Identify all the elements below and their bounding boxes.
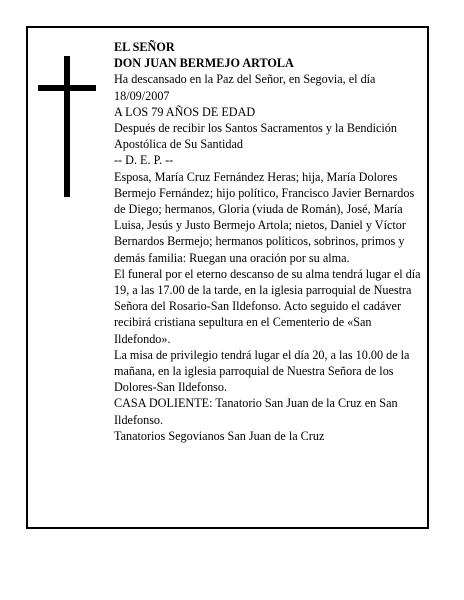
funeral-home: Tanatorios Segovianos San Juan de la Cruz <box>114 428 325 443</box>
age-statement: A LOS 79 AÑOS DE EDAD <box>114 104 256 119</box>
mourning-house: CASA DOLIENTE: Tanatorio San Juan de la Cruz en San Ildefonso. <box>114 396 398 427</box>
mass-paragraph: La misa de privilegio tendrá lugar el día 20, a las 10.00 de la mañana, en la iglesia parroquial de Nuestra Señora de los Dolores-San Ildefonso. <box>114 347 410 395</box>
cross-horizontal-bar <box>38 85 96 91</box>
title-line-1: EL SEÑOR <box>114 40 175 54</box>
obituary-text <box>114 39 422 444</box>
sacraments-statement: Después de recibir los Santos Sacramentos y la Bendición Apostólica de Su Santidad <box>114 121 397 152</box>
cross-vertical-bar <box>64 56 70 197</box>
rip-line: -- D. E. P. -- <box>114 153 174 168</box>
funeral-paragraph: El funeral por el eterno descanso de su alma tendrá lugar el día 19, a las 17.00 de la tarde, en la iglesia parroquial de Nuestra Señora del Rosario-San Ildefonso. Acto seguido el cadáver recibirá cristiana sepultura en el Cementerio de «San Ildefondo». <box>114 266 421 346</box>
deceased-name: DON JUAN BERMEJO ARTOLA <box>114 56 294 71</box>
passing-statement: Ha descansado en la Paz del Señor, en Segovia, el día 18/09/2007 <box>114 72 376 103</box>
family-paragraph: Esposa, María Cruz Fernández Heras; hija, María Dolores Bermejo Fernández; hijo político, Francisco Javier Bernardos de Diego; hermanos, Gloria (viuda de Román), José, María Luisa, Jesús y Justo Bermejo Artola; nietos, Daniel y Víctor Bernardos Bermejo; hermanos políticos, sobrinos, primos y demás familia: Ruegan una oración por su alma. <box>114 169 415 265</box>
